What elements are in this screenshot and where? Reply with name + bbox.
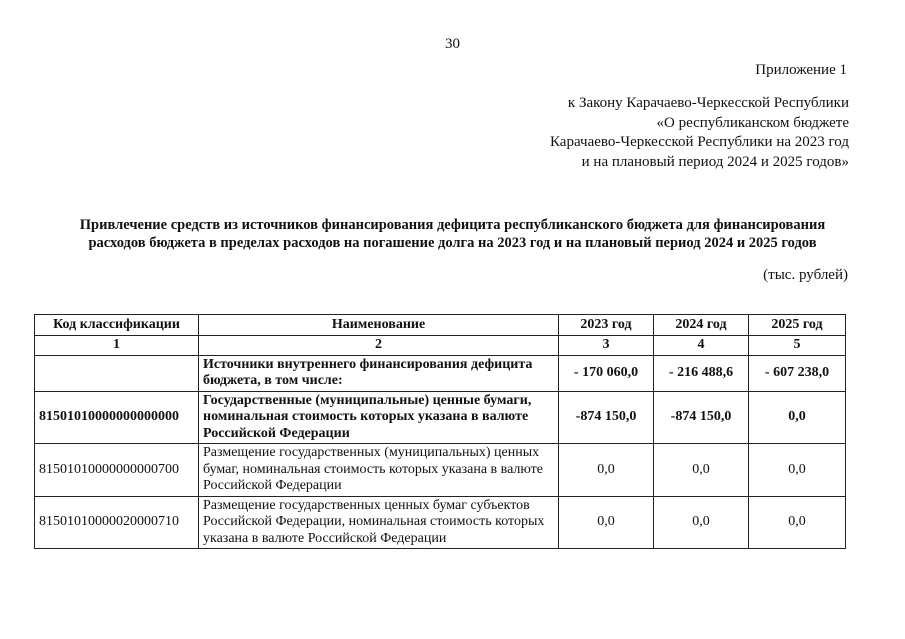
header-name: Наименование	[199, 315, 559, 336]
document-title	[40, 216, 865, 252]
document-title-line: расходов бюджета в пределах расходов на погашение долга на 2023 год и на плановый период 2024 и 2025 годов	[88, 235, 817, 251]
law-reference-line: Карачаево-Черкесской Республики на 2023 год	[550, 134, 849, 150]
law-reference-line: и на плановый период 2024 и 2025 годов»	[581, 153, 849, 170]
classification-code: 81501010000000000000	[35, 391, 199, 444]
value-2023: 0,0	[559, 444, 654, 497]
column-number: 1	[35, 336, 199, 356]
units-label: (тыс. рублей)	[763, 267, 848, 283]
column-number: 3	[559, 336, 654, 356]
row-name: Размещение государственных (муниципальных) ценных бумаг, номинальная стоимость которых указана в валюте Российской Федерации	[199, 444, 559, 497]
value-2024: - 216 488,6	[654, 355, 749, 391]
column-number-row	[35, 336, 846, 356]
classification-code	[35, 355, 199, 391]
column-number: 5	[749, 336, 846, 356]
header-2025: 2025 год	[749, 315, 846, 336]
table-row	[35, 444, 846, 497]
document-title-line: Привлечение средств из источников финансирования дефицита республиканского бюджета для финансирования	[79, 217, 826, 233]
header-2024: 2024 год	[654, 315, 749, 336]
column-number: 2	[199, 336, 559, 356]
value-2024: 0,0	[654, 444, 749, 497]
value-2024: -874 150,0	[654, 391, 749, 444]
value-2023: -874 150,0	[559, 391, 654, 444]
value-2023: - 170 060,0	[559, 355, 654, 391]
appendix-label: Приложение 1	[755, 62, 847, 78]
classification-code: 81501010000000000700	[35, 444, 199, 497]
row-name: Размещение государственных ценных бумаг субъектов Российской Федерации, номинальная стоимость которых указана в валюте Российской Федерации	[199, 496, 559, 549]
header-code: Код классификации	[35, 315, 199, 336]
value-2024: 0,0	[654, 496, 749, 549]
table-row	[35, 391, 846, 444]
budget-table	[34, 314, 846, 549]
row-name: Государственные (муниципальные) ценные бумаги, номинальная стоимость которых указана в валюте Российской Федерации	[199, 391, 559, 444]
table-row	[35, 355, 846, 391]
law-reference	[550, 94, 849, 172]
page-number: 30	[445, 36, 460, 52]
value-2025: 0,0	[749, 444, 846, 497]
value-2025: 0,0	[749, 391, 846, 444]
law-reference-line: «О республиканском бюджете	[656, 114, 849, 131]
row-name: Источники внутреннего финансирования дефицита бюджета, в том числе:	[199, 355, 559, 391]
column-number: 4	[654, 336, 749, 356]
header-2023: 2023 год	[559, 315, 654, 336]
table-header-row	[35, 315, 846, 336]
table-row	[35, 496, 846, 549]
value-2023: 0,0	[559, 496, 654, 549]
classification-code: 81501010000020000710	[35, 496, 199, 549]
value-2025: - 607 238,0	[749, 355, 846, 391]
law-reference-line: к Закону Карачаево-Черкесской Республики	[567, 95, 849, 111]
value-2025: 0,0	[749, 496, 846, 549]
